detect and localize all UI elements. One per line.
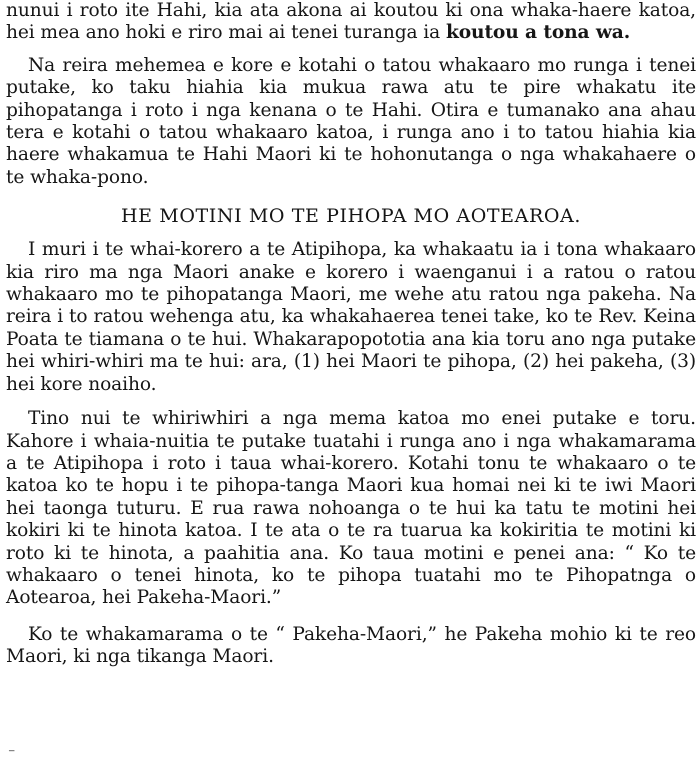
paragraph-whiriwhiri: Tino nui te whiriwhiri a nga mema katoa mo enei putake e toru. Kahore i whaia-nuitia te putake tuatahi i runga ano i nga whakamarama a te Atipihopa i roto i taua whai-korero. Kotahi tonu te whakaaro o te katoa ko te hopu i te pihopa-tanga Maori kua homai nei ki te iwi Maori hei taonga tuturu. E rua rawa nohoanga o te hui ka tatu te motini hei kokiri ki te hinota katoa. I te ata o te ra tuarua ka kokiritia te motini ki roto ki te hinota, a paahitia ana. Ko taua motini e penei ana: “ Ko te whakaaro o tenei hinota, ko te pihopa tuatahi mo te Pihopatnga o Aotearoa, hei Pakeha-Maori.” bbox=[6, 408, 696, 609]
paragraph-continued-bold-tail: koutou a tona wa. bbox=[445, 22, 631, 44]
paragraph-whakamarama: Ko te whakamarama o te “ Pakeha-Maori,” he Pakeha mohio ki te reo Maori, ki nga tikanga Maori. bbox=[6, 623, 696, 668]
paragraph-whai-korero: I muri i te whai-korero a te Atipihopa, ka whakaatu ia i tona whakaaro kia riro ma nga Maori anake e korero i waenganui i a ratou o ratou whakaaro mo te pihopatanga Maori, me wehe atu ratou nga pakeha. Na reira i to ratou wehenga atu, ka whakahaerea tenei take, ko te Rev. Keina Poata te tiamana o te hui. Whakarapopototia ana kia toru ano nga putake hei whiri-whiri ma te hui: ara, (1) hei Maori te pihopa, (2) hei pakeha, (3) hei kore noaiho. bbox=[6, 239, 696, 395]
document-page bbox=[6, 0, 696, 669]
paragraph-continued bbox=[6, 0, 696, 45]
margin-mark: ⁻ bbox=[8, 746, 16, 762]
paragraph-tumanako: Na reira mehemea e kore e kotahi o tatou whakaaro mo runga i tenei putake, ko taku hiahia kia mukua rawa atu te pire whakatu ite pihopatanga i roto i nga kenana o te Hahi. Otira e tumanako ana ahau tera e kotahi o tatou whakaaro katoa, i runga ano i to tatou hiahia kia haere whakamua te Hahi Maori ki te hohonutanga o nga whakahaere o te whaka-pono. bbox=[6, 54, 696, 188]
section-heading: HE MOTINI MO TE PIHOPA MO AOTEAROA. bbox=[120, 205, 582, 228]
paragraph-continued-text: nunui i roto ite Hahi, kia ata akona ai koutou ki ona whaka-haere katoa, hei mea ano hoki e riro mai ai tenei turanga ia bbox=[6, 0, 696, 44]
